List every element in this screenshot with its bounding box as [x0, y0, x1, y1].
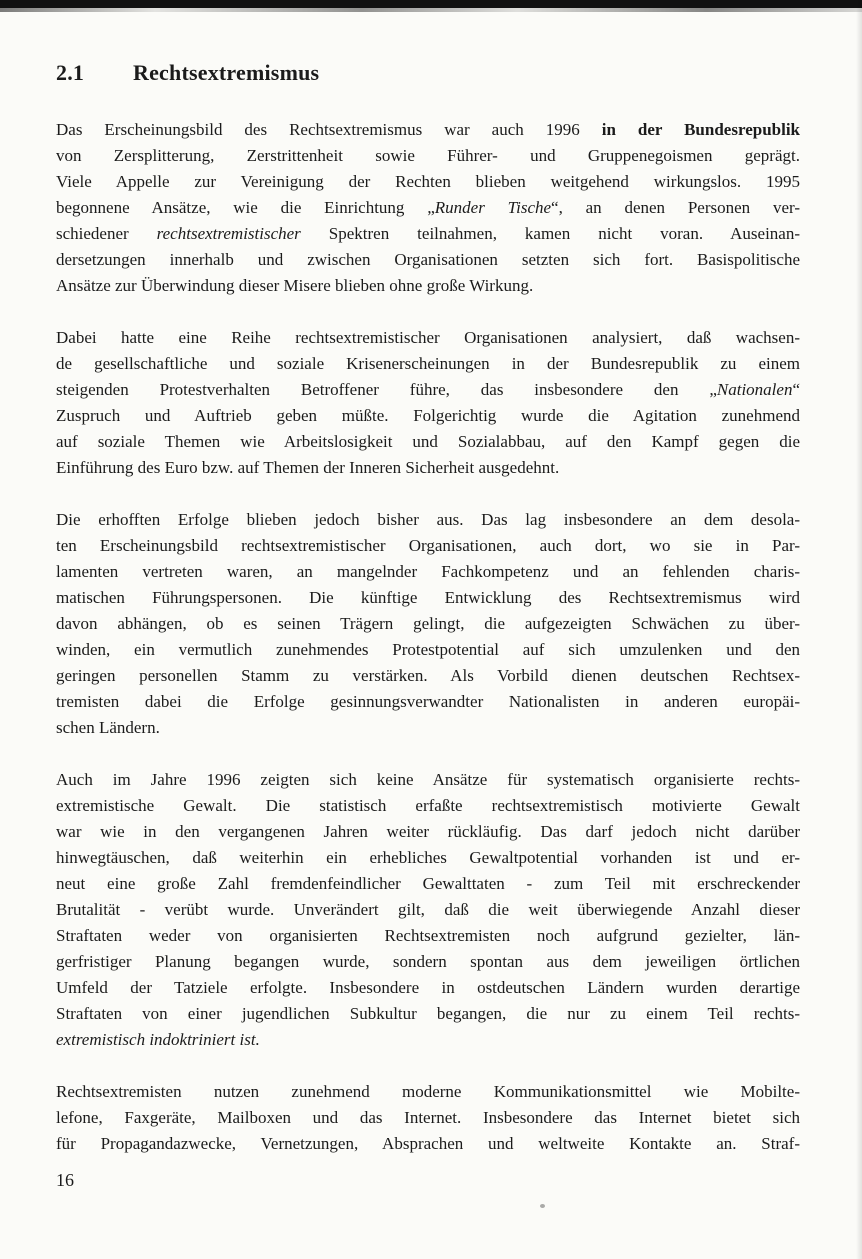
text-run: “, an denen Personen ver- [551, 198, 800, 217]
text-line [56, 689, 800, 715]
text-line [56, 273, 800, 299]
section-title: Rechtsextremismus [133, 60, 320, 85]
text-line [56, 403, 800, 429]
page-content [56, 60, 800, 1183]
text-line [56, 1131, 800, 1157]
italic-text-run: extremistisch indoktriniert ist. [56, 1030, 260, 1049]
text-run: lefone, Faxgeräte, Mailboxen und das Internet. Insbesondere das Internet bietet sich [56, 1108, 800, 1127]
text-run: ten Erscheinungsbild rechtsextremistischer Organisationen, auch dort, wo sie in Par- [56, 536, 800, 555]
paragraph [56, 1079, 800, 1157]
paragraph [56, 767, 800, 1053]
text-run: Umfeld der Tatziele erfolgte. Insbesondere in ostdeutschen Ländern wurden derartige [56, 978, 800, 997]
text-line [56, 637, 800, 663]
text-run: Spektren teilnahmen, kamen nicht voran. Auseinan- [300, 224, 800, 243]
text-run: hinwegtäuschen, daß weiterhin ein erhebliches Gewaltpotential vorhanden ist und er- [56, 848, 800, 867]
text-line [56, 923, 800, 949]
text-line [56, 143, 800, 169]
text-run: tremisten dabei die Erfolge gesinnungsverwandter Nationalisten in anderen europäi- [56, 692, 800, 711]
text-run: Viele Appelle zur Vereinigung der Rechten blieben weitgehend wirkungslos. 1995 [56, 172, 800, 191]
text-line [56, 1105, 800, 1131]
text-line [56, 507, 800, 533]
text-line [56, 455, 800, 481]
text-run: “ [792, 380, 800, 399]
text-run: schiedener [56, 224, 157, 243]
text-run: Brutalität - verübt wurde. Unverändert gilt, daß die weit überwiegende Anzahl dieser [56, 900, 800, 919]
text-run: de gesellschaftliche und soziale Krisenerscheinungen in der Bundesrepublik zu einem [56, 354, 800, 373]
text-run: Das Erscheinungsbild des Rechtsextremismus war auch 1996 [56, 120, 602, 139]
text-body [56, 117, 800, 1157]
text-line [56, 169, 800, 195]
text-run: geringen personellen Stamm zu verstärken. Als Vorbild dienen deutschen Rechtsex- [56, 666, 800, 685]
text-run: Dabei hatte eine Reihe rechtsextremistischer Organisationen analysiert, daß wachsen- [56, 328, 800, 347]
text-line [56, 845, 800, 871]
text-run: Rechtsextremisten nutzen zunehmend moderne Kommunikationsmittel wie Mobilte- [56, 1082, 800, 1101]
text-line [56, 377, 800, 403]
text-run: davon abhängen, ob es seinen Trägern gelingt, die aufgezeigten Schwächen zu über- [56, 614, 800, 633]
italic-text-run: Nationalen [716, 380, 793, 399]
scan-right-shadow [856, 0, 862, 1259]
text-line [56, 195, 800, 221]
text-run: steigenden Protestverhalten Betroffener führe, das insbesondere den „ [56, 380, 717, 399]
text-run: Zuspruch und Auftrieb geben müßte. Folgerichtig wurde die Agitation zunehmend [56, 406, 800, 425]
text-line [56, 793, 800, 819]
text-line [56, 247, 800, 273]
text-line [56, 663, 800, 689]
text-run: von Zersplitterung, Zerstrittenheit sowie Führer- und Gruppenegoismen geprägt. [56, 146, 800, 165]
text-run: war wie in den vergangenen Jahren weiter rückläufig. Das darf jedoch nicht darüber [56, 822, 800, 841]
text-run: schen Ländern. [56, 718, 160, 737]
text-run: begonnene Ansätze, wie die Einrichtung „ [56, 198, 435, 217]
scan-speck [540, 1204, 545, 1208]
text-line [56, 117, 800, 143]
text-run: auf soziale Themen wie Arbeitslosigkeit und Sozialabbau, auf den Kampf gegen die [56, 432, 800, 451]
text-line [56, 1001, 800, 1027]
text-line [56, 325, 800, 351]
text-line [56, 715, 800, 741]
text-line [56, 585, 800, 611]
text-run: Einführung des Euro bzw. auf Themen der Inneren Sicherheit ausgedehnt. [56, 458, 560, 477]
text-line [56, 1079, 800, 1105]
text-line [56, 819, 800, 845]
text-run: Ansätze zur Überwindung dieser Misere blieben ohne große Wirkung. [56, 276, 534, 295]
text-run: extremistische Gewalt. Die statistisch erfaßte rechtsextremistisch motivierte Gewalt [56, 796, 800, 815]
italic-text-run: Runder Tische [434, 198, 552, 217]
text-line [56, 429, 800, 455]
text-run: für Propagandazwecke, Vernetzungen, Absprachen und weltweite Kontakte an. Straf- [56, 1134, 800, 1153]
text-line [56, 949, 800, 975]
text-line [56, 975, 800, 1001]
paragraph [56, 117, 800, 299]
text-run: lamenten vertreten waren, an mangelnder Fachkompetenz und an fehlenden charis- [56, 562, 800, 581]
text-run: dersetzungen innerhalb und zwischen Organisationen setzten sich fort. Basispolitische [56, 250, 800, 269]
text-line [56, 221, 800, 247]
text-line [56, 897, 800, 923]
text-run: Straftaten von einer jugendlichen Subkultur begangen, die nur zu einem Teil rechts- [56, 1004, 800, 1023]
paragraph [56, 507, 800, 741]
text-line [56, 871, 800, 897]
text-line [56, 1027, 800, 1053]
text-line [56, 559, 800, 585]
section-heading [56, 60, 800, 86]
italic-text-run: rechtsextremistischer [156, 224, 301, 243]
text-run: Die erhofften Erfolge blieben jedoch bisher aus. Das lag insbesondere an dem desola- [56, 510, 800, 529]
text-run: Straftaten weder von organisierten Rechtsextremisten noch aufgrund gezielter, län- [56, 926, 800, 945]
text-run: matischen Führungspersonen. Die künftige Entwicklung des Rechtsextremismus wird [56, 588, 800, 607]
bold-text-run: in der Bundesrepublik [601, 120, 801, 139]
text-line [56, 533, 800, 559]
page-number: 16 [56, 1170, 74, 1190]
text-line [56, 351, 800, 377]
text-line [56, 611, 800, 637]
text-run: neut eine große Zahl fremdenfeindlicher Gewalttaten - zum Teil mit erschreckender [56, 874, 800, 893]
text-run: Auch im Jahre 1996 zeigten sich keine Ansätze für systematisch organisierte rechts- [56, 770, 800, 789]
paragraph [56, 325, 800, 481]
text-line [56, 767, 800, 793]
section-number: 2.1 [56, 60, 85, 85]
text-run: gerfristiger Planung begangen wurde, sondern spontan aus dem jeweiligen örtlichen [56, 952, 800, 971]
text-run: winden, ein vermutlich zunehmendes Protestpotential auf sich umzulenken und den [56, 640, 800, 659]
scan-edge-artifact [0, 0, 862, 8]
